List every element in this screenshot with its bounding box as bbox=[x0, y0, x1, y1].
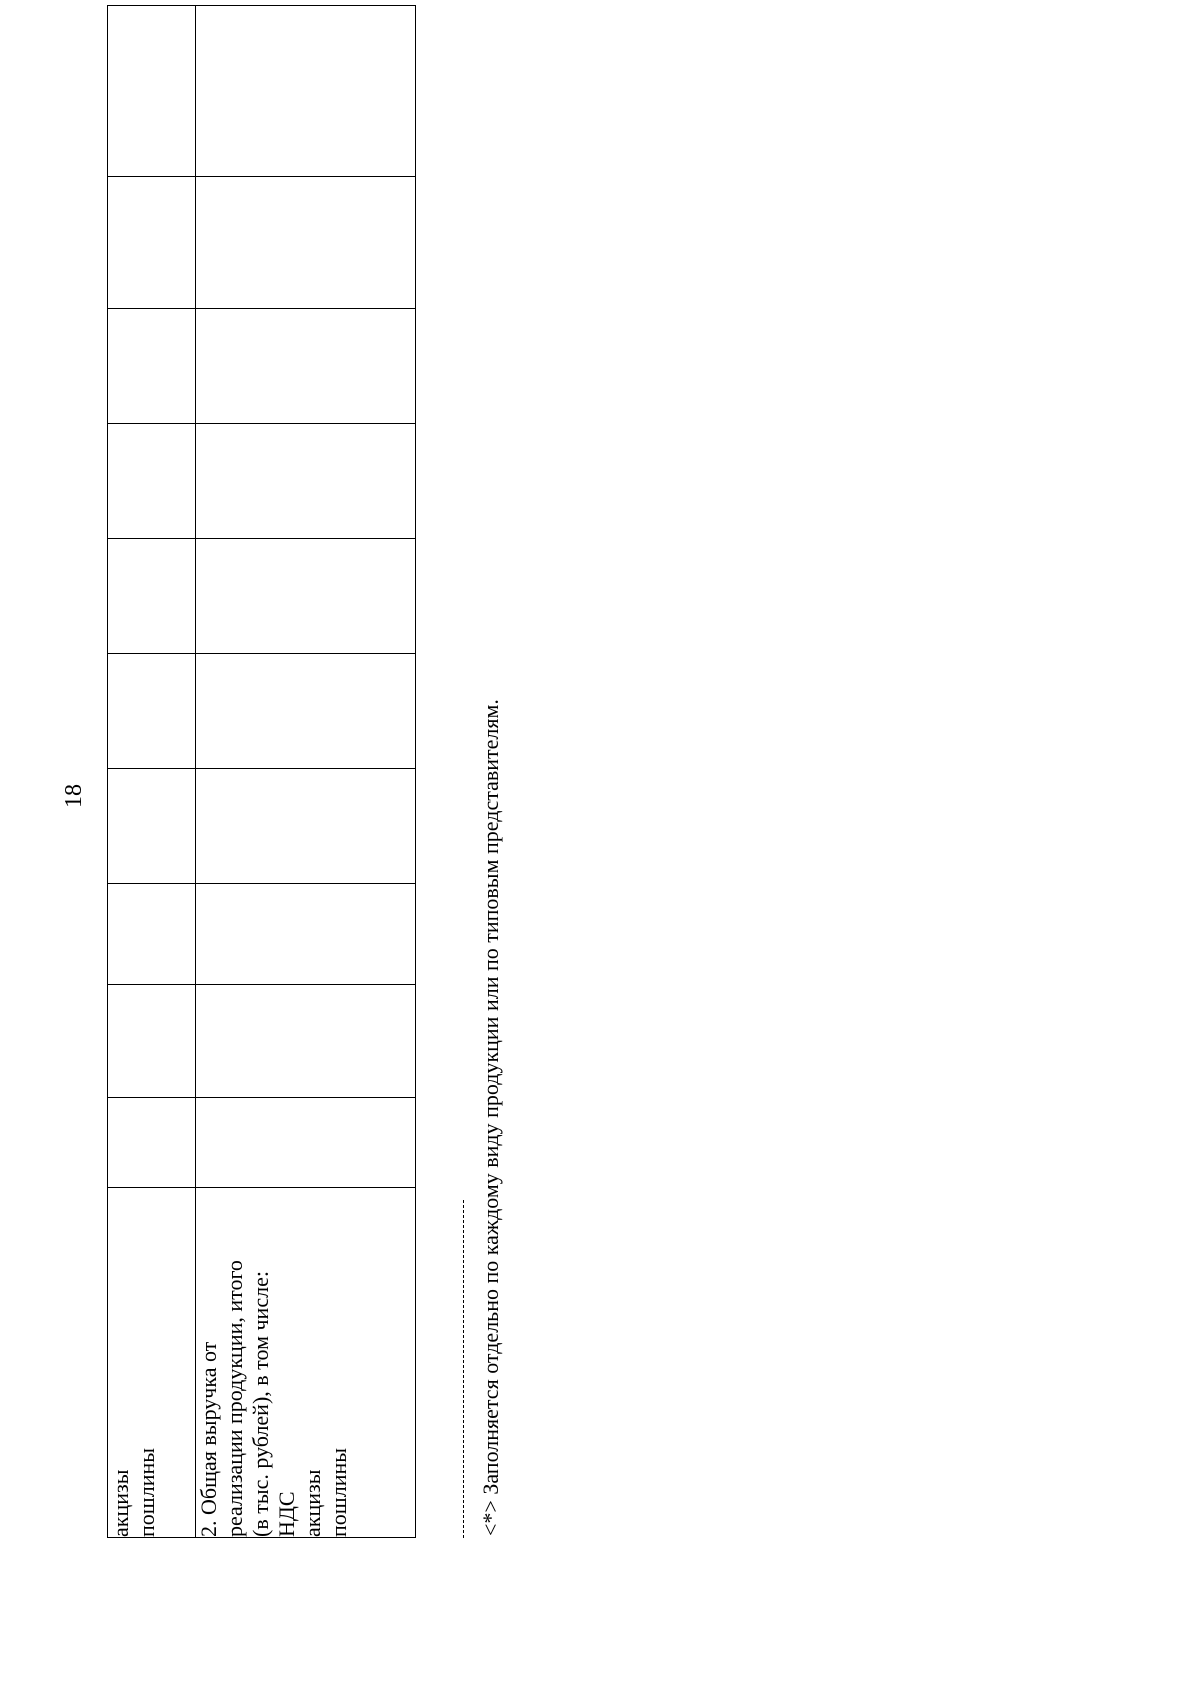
row-label-cell bbox=[108, 1188, 196, 1538]
label-line: реализации продукции, итого bbox=[222, 1260, 247, 1537]
empty-cell[interactable] bbox=[196, 769, 416, 884]
empty-cell[interactable] bbox=[108, 1098, 196, 1188]
empty-cell[interactable] bbox=[196, 1098, 416, 1188]
label-line: пошлины bbox=[134, 1447, 159, 1537]
label-line: пошлины bbox=[326, 1447, 351, 1537]
label-line: (в тыс. рублей), в том числе: bbox=[248, 1271, 273, 1537]
label-line: акцизы bbox=[108, 1469, 133, 1537]
page-number: 18 bbox=[61, 784, 87, 808]
empty-cell[interactable] bbox=[108, 6, 196, 177]
empty-cell[interactable] bbox=[196, 309, 416, 424]
empty-cell[interactable] bbox=[108, 177, 196, 309]
label-line: НДС bbox=[274, 1491, 299, 1537]
empty-cell[interactable] bbox=[108, 884, 196, 985]
empty-cell[interactable] bbox=[108, 654, 196, 769]
footnote-separator bbox=[463, 1200, 464, 1538]
empty-cell[interactable] bbox=[196, 654, 416, 769]
empty-cell[interactable] bbox=[108, 424, 196, 539]
empty-cell[interactable] bbox=[196, 6, 416, 177]
row-label-cell bbox=[196, 1188, 416, 1538]
empty-cell[interactable] bbox=[108, 769, 196, 884]
table-row bbox=[108, 6, 196, 1538]
empty-cell[interactable] bbox=[196, 424, 416, 539]
empty-cell[interactable] bbox=[196, 884, 416, 985]
label-line: 2. Общая выручка от bbox=[196, 1341, 221, 1537]
empty-cell[interactable] bbox=[108, 985, 196, 1098]
empty-cell[interactable] bbox=[108, 539, 196, 654]
footnote-text: <*> Заполняется отдельно по каждому виду продукции или по типовым представителям. bbox=[478, 699, 503, 1536]
empty-cell[interactable] bbox=[196, 539, 416, 654]
empty-cell[interactable] bbox=[108, 309, 196, 424]
indicators-table bbox=[107, 5, 416, 1538]
table-row bbox=[196, 6, 416, 1538]
empty-cell[interactable] bbox=[196, 177, 416, 309]
empty-cell[interactable] bbox=[196, 985, 416, 1098]
label-line: акцизы bbox=[300, 1469, 325, 1537]
